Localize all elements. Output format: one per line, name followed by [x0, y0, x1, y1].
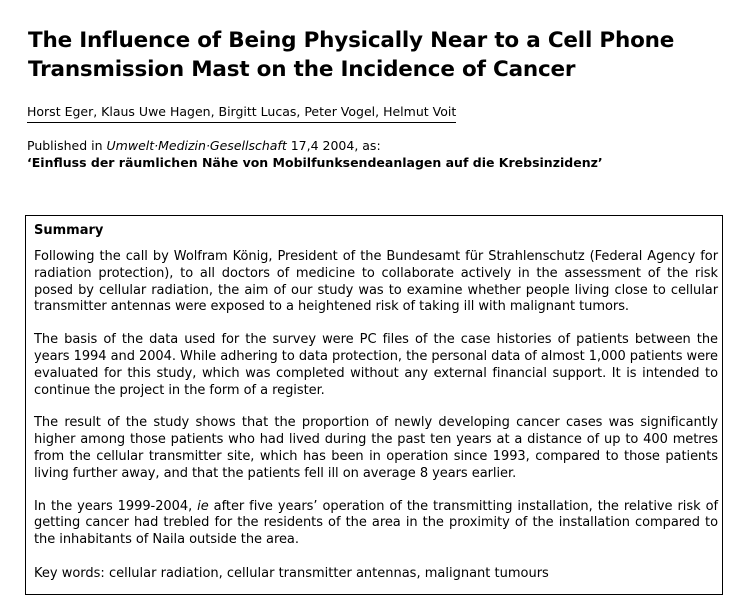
summary-paragraph-1: Following the call by Wolfram König, President of the Bundesamt für Strahlenschutz (Federal Agency for radiation protection), to all doctors of medicine to collaborate actively in the assessment of the risk posed by cellular radiation, the aim of our study was to examine whether people living close to cellular transmitter antennas were exposed to a heightened risk of taking ill with malignant tumors. [34, 249, 718, 315]
summary-paragraph-4-start: In the years 1999-2004, [34, 498, 198, 514]
author-list: Horst Eger, Klaus Uwe Hagen, Birgitt Lucas, Peter Vogel, Helmut Voit [27, 104, 456, 123]
summary-paragraph-4 [34, 499, 718, 549]
published-prefix: Published in [27, 138, 107, 153]
journal-name: Umwelt·Medizin·Gesellschaft [106, 138, 287, 153]
original-german-title: ‘Einfluss der räumlichen Nähe von Mobilfunksendeanlagen auf die Krebsinzidenz’ [27, 155, 603, 170]
summary-paragraph-3: The result of the study shows that the proportion of newly developing cancer cases was significantly higher among those patients who had lived during the past ten years at a distance of up to 400 metres from the cellular transmitter site, which has been in operation since 1993, compared to those patients living further away, and that the patients fell ill on average 8 years earlier. [34, 415, 718, 481]
summary-heading: Summary [34, 223, 104, 238]
summary-paragraph-2: The basis of the data used for the survey were PC files of the case histories of patients between the years 1994 and 2004. While adhering to data protection, the personal data of almost 1,000 patients were evaluated for this study, which was completed without any external financial support. It is intended to continue the project in the form of a register. [34, 332, 718, 398]
paper-title-line-1: The Influence of Being Physically Near to a Cell Phone [28, 28, 675, 53]
summary-box [25, 215, 723, 595]
publication-info [27, 137, 381, 154]
published-suffix: 17,4 2004, as: [286, 138, 381, 153]
summary-paragraph-4-ie: ie [197, 498, 209, 514]
keywords: Key words: cellular radiation, cellular transmitter antennas, malignant tumours [34, 565, 549, 581]
paper-title [28, 26, 728, 84]
summary-paragraph-4-end: after five years’ operation of the transmitting installation, the relative risk of getting cancer had trebled for the residents of the area in the proximity of the installation compared to the inhabitants of Naila outside the area. [34, 498, 718, 548]
paper-title-line-2: Transmission Mast on the Incidence of Cancer [28, 57, 576, 82]
